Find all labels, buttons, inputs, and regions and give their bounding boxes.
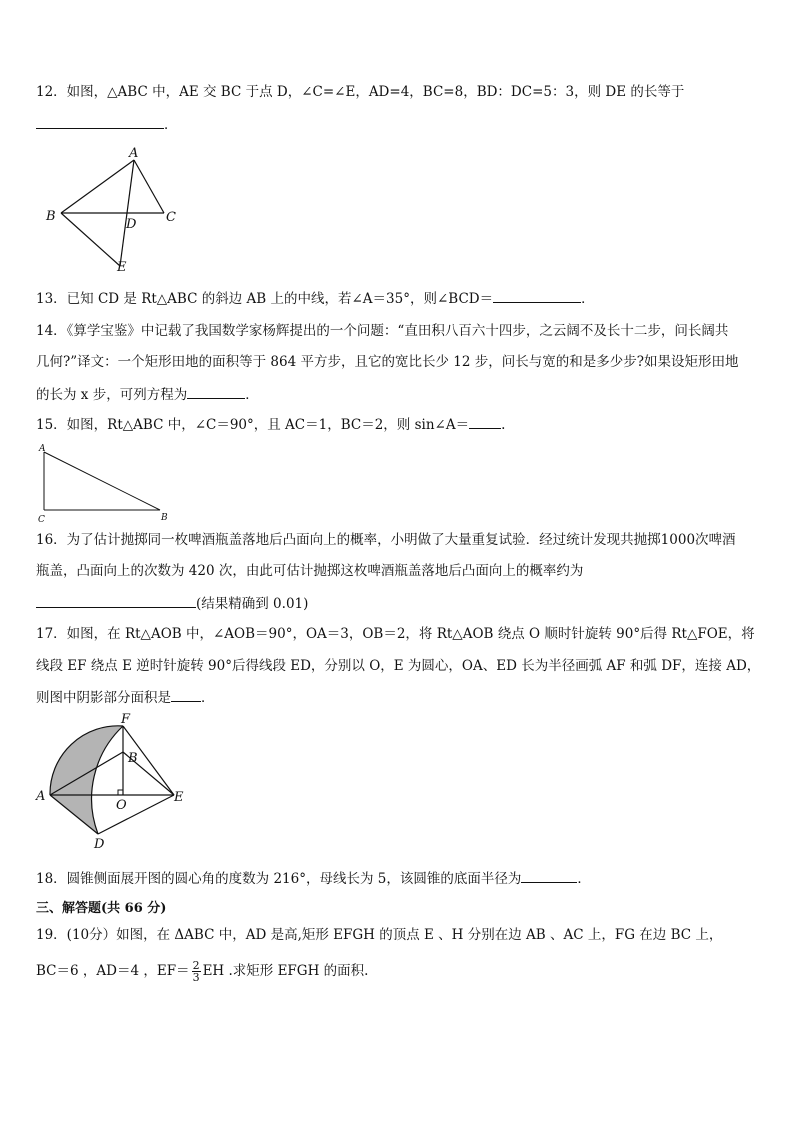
q12-tail: ． [164, 117, 178, 133]
q19-task: EH .求矩形 EFGH 的面积. [202, 963, 369, 979]
q16-answer-blank[interactable] [36, 593, 196, 608]
q12-label-b: B [46, 209, 56, 224]
q18-tail: ． [577, 871, 591, 887]
q13-text [36, 288, 595, 309]
q17-label-e: E [174, 790, 184, 805]
q16-line1: 16．为了估计抛掷同一枚啤酒瓶盖落地后凸面向上的概率，小明做了大量重复试验．经过统计发现共抛掷1000次啤酒 [36, 532, 736, 548]
q14-line3 [36, 384, 259, 405]
q19-fraction [192, 960, 201, 983]
q12-label-a: A [129, 146, 139, 161]
q17-line2: 线段 EF 绕点 E 逆时针旋转 90°后得线段 ED，分别以 O，E 为圆心，OA、ED 长为半径画弧 AF 和弧 DF，连接 AD， [36, 658, 761, 674]
q15-answer-blank[interactable] [469, 414, 501, 429]
q12-text [36, 82, 684, 102]
q16-line3 [36, 593, 308, 614]
q19-given: BC＝6 ，AD＝4 ，EF＝ [36, 963, 190, 979]
q17-line1: 17．如图，在 Rt△AOB 中，∠AOB＝90°，OA＝3，OB＝2，将 Rt△AOB 绕点 O 顺时针旋转 90°后得 Rt△FOE，将 [36, 626, 755, 642]
q12-label-e: E [117, 260, 127, 275]
q17-label-o: O [116, 798, 127, 813]
q14-line1: 14．《算学宝鉴》中记载了我国数学家杨辉提出的一个问题：“直田积八百六十四步，之云阔不及长十二步，问长阔共 [36, 323, 729, 339]
q13-question: 13．已知 CD 是 Rt△ABC 的斜边 AB 上的中线，若∠A＝35°，则∠BCD＝ [36, 291, 494, 307]
q19-line2 [36, 958, 368, 984]
q17-tail: ． [201, 690, 215, 706]
q12-label-d: D [126, 217, 137, 232]
q15-label-c: C [38, 515, 45, 525]
section-3-title: 三、解答题(共 66 分) [36, 901, 167, 916]
q17-label-d: D [94, 837, 105, 852]
q16-line2: 瓶盖，凸面向上的次数为 420 次，由此可估计抛掷这枚啤酒瓶盖落地后凸面向上的概率约为 [36, 563, 584, 579]
q18-text [36, 868, 591, 889]
q17-figure [34, 712, 194, 852]
q14-answer-blank[interactable] [187, 384, 245, 399]
q13-answer-blank[interactable] [493, 288, 581, 303]
q19-line1: 19．(10分）如图，在 ΔABC 中，AD 是高,矩形 EFGH 的顶点 E 、H 分别在边 AB 、AC 上，FG 在边 BC 上， [36, 927, 723, 943]
q17-label-b: B [128, 751, 138, 766]
q12-figure [40, 142, 190, 277]
q15-text [36, 414, 505, 435]
q17-question: 则图中阴影部分面积是 [36, 690, 171, 706]
q12-answer-line [36, 114, 178, 135]
q13-tail: ． [581, 291, 595, 307]
q12-label-c: C [166, 210, 176, 225]
q17-label-f: F [121, 712, 131, 727]
q19-fraction-denominator: 3 [192, 971, 200, 984]
q17-label-a: A [36, 789, 46, 804]
q15-label-b: B [161, 513, 168, 523]
q15-figure [34, 440, 174, 526]
q17-answer-blank[interactable] [171, 687, 201, 702]
q19-fraction-numerator: 2 [192, 959, 200, 972]
q14-question: 的长为 x 步，可列方程为 [36, 387, 188, 403]
q15-question: 15．如图，Rt△ABC 中，∠C＝90°，且 AC＝1，BC＝2，则 sin∠A＝ [36, 417, 470, 433]
q16-tail: (结果精确到 0.01) [196, 596, 309, 612]
q12-question: 12．如图，△ABC 中，AE 交 BC 于点 D，∠C=∠E，AD=4，BC=8，BD：DC=5：3，则 DE 的长等于 [36, 84, 685, 100]
q18-answer-blank[interactable] [521, 868, 577, 883]
q12-answer-blank[interactable] [36, 114, 164, 129]
q14-tail: ． [245, 387, 259, 403]
q18-question: 18．圆锥侧面展开图的圆心角的度数为 216°，母线长为 5，该圆锥的底面半径为 [36, 871, 522, 887]
q15-label-a: A [39, 444, 46, 454]
q17-line3 [36, 687, 215, 708]
q14-line2: 几何?”译文：一个矩形田地的面积等于 864 平方步，且它的宽比长少 12 步，问长与宽的和是多少步?如果设矩形田地 [36, 354, 739, 370]
q15-tail: . [501, 417, 506, 433]
